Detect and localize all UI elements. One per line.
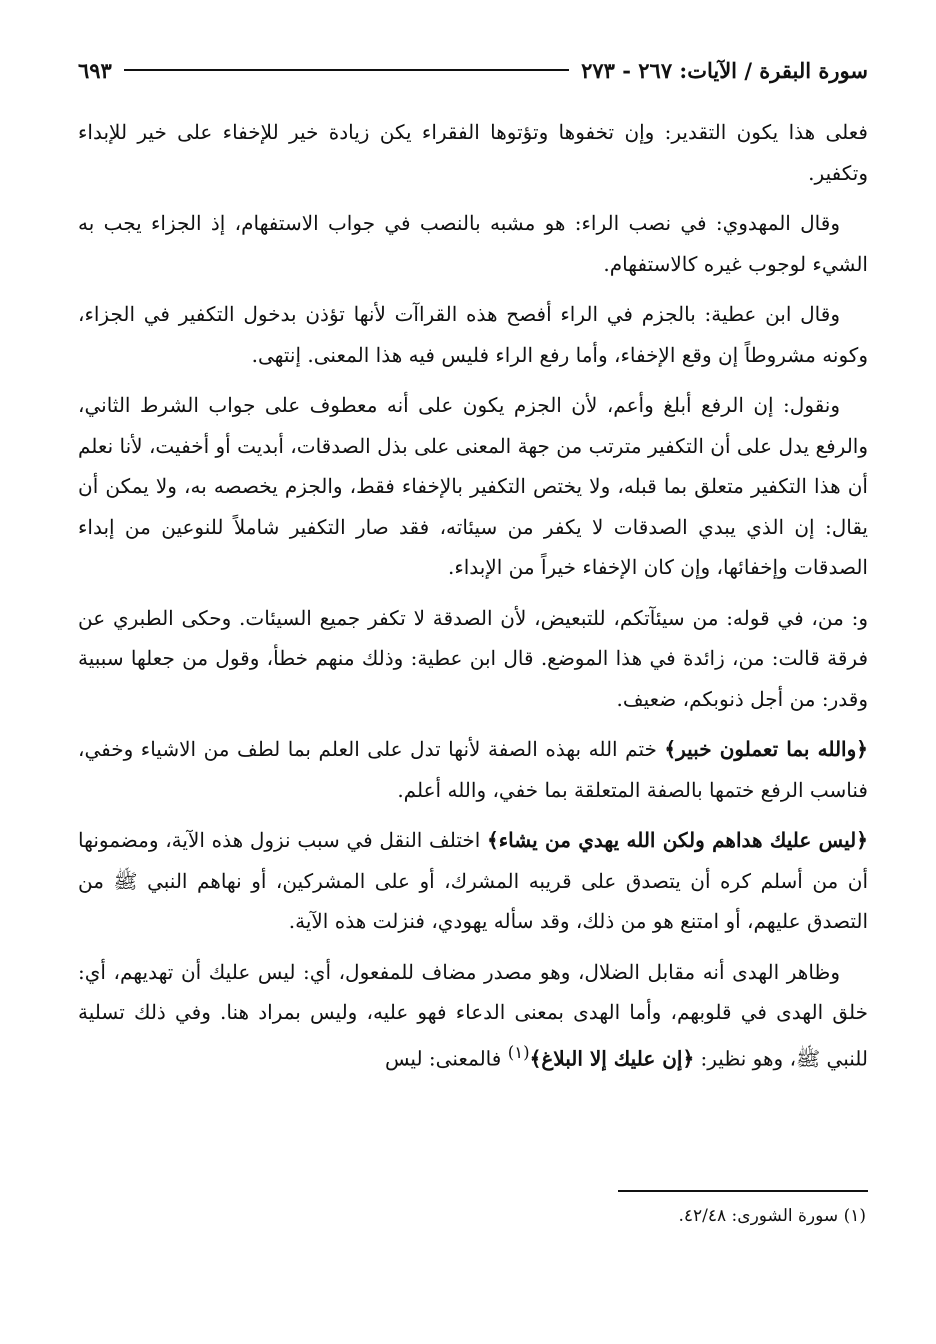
- page-number: ٦٩٣: [78, 57, 112, 83]
- paragraph-8: [78, 952, 868, 1079]
- quran-quote: ﴿ليس عليك هداهم ولكن الله يهدي من يشاء﴾: [487, 828, 868, 852]
- running-title: سورة البقرة / الآيات: ٢٦٧ - ٢٧٣: [581, 57, 868, 83]
- quran-quote: ﴿والله بما تعملون خبير﴾: [664, 737, 868, 761]
- paragraph-5: و: من، في قوله: من سيئآتكم، للتبعيض، لأن الصدقة لا تكفر جميع السيئات. وحكى الطبري عن فرقة قالت: من، زائدة في هذا الموضع. قال ابن عطية: وذلك منهم خطأ، وقول من جعلها سببية وقدر: من أجل ذنوبكم، ضعيف.: [78, 605, 868, 711]
- paragraph-7-text: اختلف النقل في سبب نزول هذه الآية، ومضمونها أن من أسلم كره أن يتصدق على قريبه المشرك، أو على المشركين، أو نهاهم النبي ﷺ من التصدق عليهم، أو امتنع هو من ذلك، وقد سأله يهودي، فنزلت هذه الآية.: [78, 828, 868, 933]
- paragraph-3: وقال ابن عطية: بالجزم في الراء أفصح هذه القراآت لأنها تؤذن بدخول التكفير في الجزاء، وكونه مشروطاً إن وقع الإخفاء، وأما رفع الراء فليس فيه هذا المعنى. إنتهى.: [78, 302, 868, 367]
- paragraph-8-text-b: فالمعنى: ليس: [384, 1046, 508, 1071]
- quran-quote: ﴿إن عليك إلا البلاغ﴾: [529, 1046, 695, 1071]
- paragraph-6-text: ختم الله بهذه الصفة لأنها تدل على العلم بما لطف من الاشياء وخفي، فناسب الرفع ختمها بالصفة المتعلقة بما خفي، والله أعلم.: [78, 737, 868, 802]
- paragraph-1: فعلى هذا يكون التقدير: وإن تخفوها وتؤتوها الفقراء يكن زيادة خير للإخفاء على خير للإبداء وتكفير.: [78, 120, 868, 185]
- footnote: (١) سورة الشورى: ٤٢/٤٨.: [678, 1206, 866, 1226]
- main-text: [78, 112, 868, 1089]
- footnote-divider: [618, 1190, 868, 1192]
- page-header: [78, 50, 868, 90]
- paragraph-6: [78, 729, 868, 810]
- paragraph-4: ونقول: إن الرفع أبلغ وأعم، لأن الجزم يكون على أنه معطوف على جواب الشرط الثاني، والرفع يدل على أن التكفير مترتب من جهة المعنى على بذل الصدقات، أبديت أو أخفيت، لأنا نعلم أن هذا التكفير متعلق بما قبله، ولا يختص التكفير بالإخفاء فقط، والجزم يخصصه به، ولا يمكن أن يقال: إن الذي يبدي الصدقات لا يكفر من سيئاته، فقد صار التكفير شاملاً للنوعين من إبداء الصدقات وإخفائها، وإن كان الإخفاء خيراً من الإبداء.: [78, 393, 868, 579]
- paragraph-8-text-a: وظاهر الهدى أنه مقابل الضلال، وهو مصدر مضاف للمفعول، أي: ليس عليك أن تهديهم، أي: خلق الهدى في قلوبهم، وأما الهدى بمعنى الدعاء فهو عليه، وليس بمراد هنا. وفي ذلك تسلية للنبي ﷺ، وهو نظير:: [78, 959, 868, 1071]
- paragraph-2: وقال المهدوي: في نصب الراء: هو مشبه بالنصب في جواب الاستفهام، إذ الجزاء يجب به الشيء لوجوب غيره كالاستفهام.: [78, 211, 868, 276]
- paragraph-7: [78, 820, 868, 942]
- header-rule: [124, 69, 569, 71]
- footnote-ref: (١): [507, 1042, 530, 1062]
